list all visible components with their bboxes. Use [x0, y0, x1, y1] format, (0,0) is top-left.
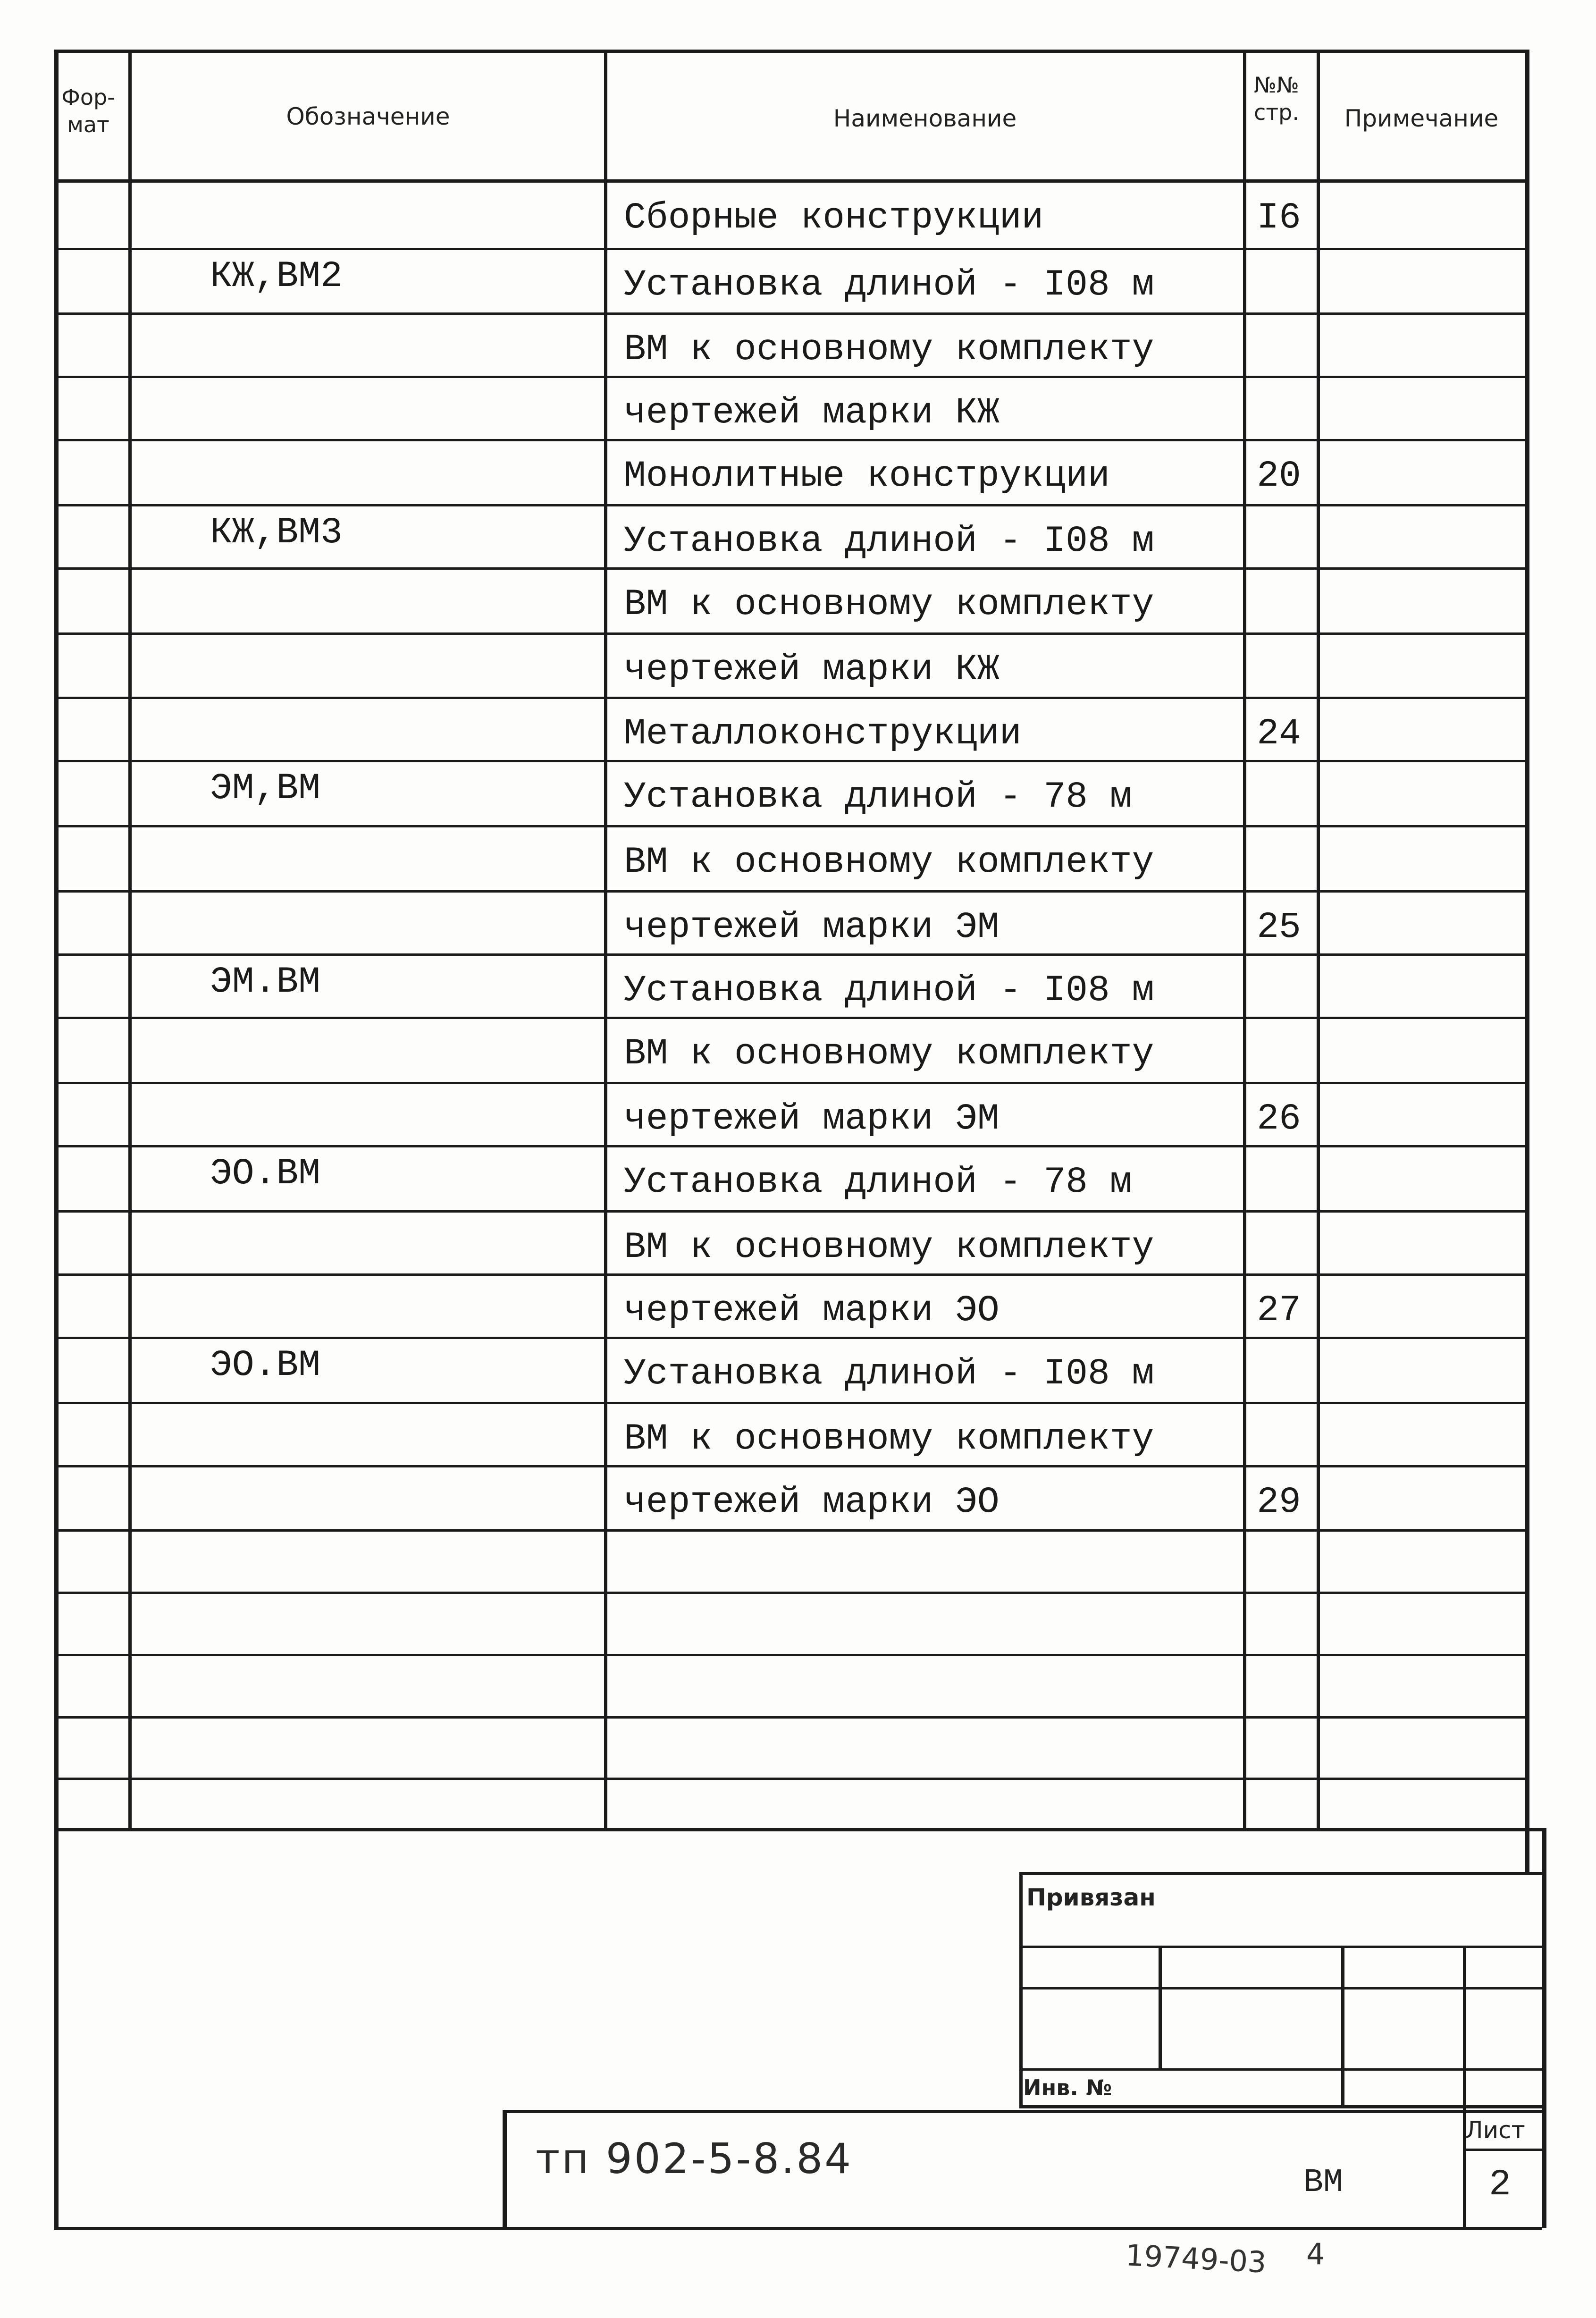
row-page-number: 27 [1257, 1290, 1301, 1332]
row-name: ВМ к основному комплекту [624, 329, 1154, 371]
grid-line [604, 50, 607, 1828]
header-format: Фор- мат [61, 84, 115, 137]
row-name: Установка длиной - I08 м [624, 970, 1154, 1011]
document-mark: ВМ [1303, 2164, 1344, 2201]
grid-line [503, 2110, 507, 2228]
grid-line [54, 1716, 1525, 1719]
sheet-number: 2 [1489, 2164, 1511, 2206]
grid-line [54, 1017, 1525, 1019]
grid-line [503, 2110, 1542, 2113]
row-name: Установка длиной - 78 м [624, 776, 1132, 818]
row-page-number: I6 [1257, 197, 1301, 239]
grid-line [54, 890, 1525, 893]
grid-line [54, 248, 1525, 250]
grid-line [54, 1592, 1525, 1594]
row-name: чертежей марки КЖ [624, 649, 1000, 691]
row-name: ВМ к основному комплекту [624, 584, 1154, 625]
row-name: Металлоконструкции [624, 713, 1022, 755]
row-name: Сборные конструкции [624, 197, 1044, 239]
row-designation: ЭМ,ВМ [210, 768, 321, 809]
header-name: Наименование [833, 105, 1017, 132]
grid-line [54, 1778, 1525, 1780]
row-name: чертежей марки ЭО [624, 1290, 1000, 1332]
grid-line [54, 2227, 1542, 2230]
row-designation: ЭО.ВМ [210, 1153, 321, 1195]
grid-line [54, 1529, 1525, 1532]
grid-line [54, 1828, 1542, 1831]
document-code: тп 902-5-8.84 [536, 2134, 853, 2183]
grid-line [54, 1465, 1525, 1467]
row-name: ВМ к основному комплекту [624, 1033, 1154, 1075]
row-name: ВМ к основному комплекту [624, 1418, 1154, 1460]
row-name: чертежей марки КЖ [624, 392, 1000, 434]
bound-label: Привязан [1026, 1884, 1156, 1911]
grid-line [54, 567, 1525, 570]
grid-line [54, 504, 1525, 506]
row-page-number: 29 [1257, 1482, 1301, 1523]
row-page-number: 25 [1257, 907, 1301, 948]
grid-line [54, 1654, 1525, 1656]
row-designation: КЖ,ВМ3 [210, 512, 343, 554]
page-mark: 4 [1306, 2237, 1325, 2271]
grid-line [54, 1210, 1525, 1213]
grid-line [54, 50, 1525, 53]
row-name: Установка длиной - I08 м [624, 264, 1154, 306]
grid-line [1463, 2149, 1542, 2151]
grid-line [54, 760, 1525, 762]
grid-line [54, 1402, 1525, 1404]
grid-line [1542, 1828, 1546, 2228]
header-page-no: №№ стр. [1254, 72, 1299, 125]
header-note: Примечание [1344, 105, 1499, 132]
inventory-number-label: Инв. № [1023, 2075, 1112, 2100]
row-name: Установка длиной - 78 м [624, 1162, 1132, 1203]
header-designation: Обозначение [286, 103, 450, 130]
row-page-number: 26 [1257, 1098, 1301, 1140]
grid-line [1159, 1946, 1162, 2068]
grid-line [54, 953, 1525, 956]
grid-line [128, 50, 132, 1828]
grid-line [54, 1273, 1525, 1276]
row-designation: КЖ,ВМ2 [210, 256, 343, 297]
row-name: чертежей марки ЭО [624, 1482, 1000, 1523]
sheet-label: Лист [1465, 2116, 1525, 2144]
row-page-number: 24 [1257, 713, 1301, 755]
grid-line [54, 1082, 1525, 1084]
grid-line [1463, 1946, 1466, 2105]
grid-line [54, 50, 59, 2228]
grid-line [1317, 50, 1320, 1828]
archive-number: 19749-03 [1125, 2238, 1268, 2280]
grid-line [1243, 50, 1246, 1828]
grid-line [54, 1145, 1525, 1147]
grid-line [54, 697, 1525, 699]
row-name: ВМ к основному комплекту [624, 842, 1154, 883]
row-name: Установка длиной - I08 м [624, 521, 1154, 562]
grid-line [1525, 50, 1529, 1872]
row-designation: ЭО.ВМ [210, 1345, 321, 1386]
row-name: Установка длиной - I08 м [624, 1353, 1154, 1395]
grid-line [54, 179, 1525, 183]
row-name: чертежей марки ЭМ [624, 1098, 1000, 1140]
grid-line [1341, 1946, 1344, 2105]
grid-line [54, 439, 1525, 441]
grid-line [54, 632, 1525, 635]
grid-line [54, 312, 1525, 315]
row-name: чертежей марки ЭМ [624, 907, 1000, 948]
row-designation: ЭМ.ВМ [210, 961, 321, 1003]
grid-line [54, 825, 1525, 827]
grid-line [1019, 1872, 1542, 1875]
grid-line [54, 376, 1525, 378]
row-name: Монолитные конструкции [624, 455, 1110, 497]
grid-line [1463, 2105, 1466, 2228]
row-name: ВМ к основному комплекту [624, 1227, 1154, 1268]
grid-line [54, 1337, 1525, 1339]
row-page-number: 20 [1257, 455, 1301, 497]
